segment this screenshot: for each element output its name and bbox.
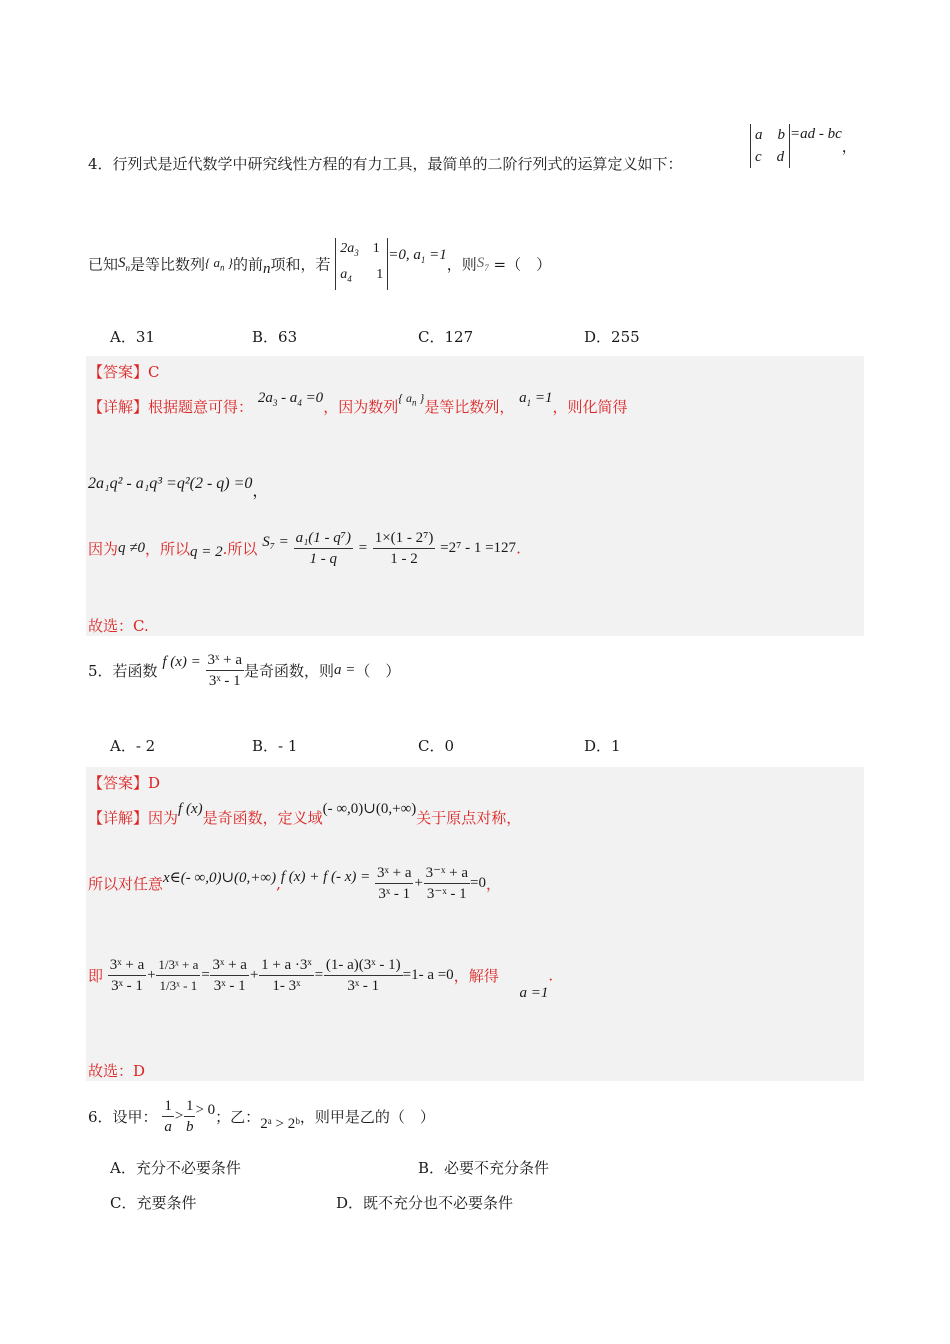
- q5-answer: 【答案】D: [88, 774, 161, 792]
- q4-eq1: $2a_3 - a_4 =0$: [257, 390, 324, 408]
- q5-stem: 5．若函数 f (x) = $\frac{\text{3ˣ + a}}{\text{3ˣ - 1}}$ 是奇函数，则a =（ ）: [88, 652, 401, 689]
- q4-answer: 【答案】C: [88, 363, 160, 381]
- q4-conclusion: 故选：C.: [88, 617, 149, 635]
- q4-text-2c: 的前: [232, 255, 263, 274]
- q6-option-c: C．充要条件: [110, 1194, 197, 1212]
- q4-line1: [88, 153, 683, 174]
- q4-detail-line3: 因为q ≠0，所以q = 2.所以 S₇ = $\frac{\text{a₁(1 - q⁷)}}{1 - q}$ = $\frac{\text{1×(1 - 2⁷)}}{1 - 2}$ =2⁷ - 1 =127.: [88, 530, 521, 567]
- q4-frac1: $\frac{\text{a₁(1 - q⁷)}}{1 - q}$: [295, 530, 351, 567]
- q6-option-d: D．既不充分也不必要条件: [336, 1194, 514, 1212]
- q5-function-frac: $\frac{\text{3ˣ + a}}{\text{3ˣ - 1}}$: [207, 652, 242, 689]
- det-rhs: =ad - bc: [790, 125, 842, 142]
- q4-detail-line1: 【详解】根据题意可得： $2a_3 - a_4 =0$，因为数列$^{\{ a_n \}}$是等比数列， $a_1 =1$，则化简得: [88, 390, 628, 416]
- q5-number: 5．若函数: [88, 662, 158, 680]
- q5-option-b: B．- 1: [252, 737, 298, 755]
- q6-option-b: B．必要不充分条件: [418, 1159, 550, 1177]
- q5-detail-line1: 【详解】因为f (x)是奇函数，定义域(- ∞,0)∪(0,+∞)关于原点对称，: [88, 801, 522, 827]
- q4-text-2d: 项和，若: [270, 255, 331, 274]
- q4-eq2: 2a₁q² - a₁q³ =q²(2 - q) =0，: [88, 475, 269, 500]
- q4-determinant: [750, 124, 790, 168]
- q5-solution-box: [86, 767, 864, 1081]
- q5-option-a: A．- 2: [110, 737, 156, 755]
- det-tail: ，: [841, 139, 857, 156]
- q4-text-2b: 是等比数列: [130, 255, 206, 274]
- q5-conclusion: 故选：D: [88, 1062, 146, 1080]
- q4-Sn: $S_n$: [118, 254, 131, 273]
- det-a: a: [755, 127, 763, 143]
- det-c: c: [755, 149, 762, 165]
- q5-detail-line2: 所以对任意x∈(- ∞,0)∪(0,+∞),f (x) + f (- x) = $\frac{\text{3ˣ + a}}{\text{3ˣ - 1}}$ + $\frac{\text{3⁻ˣ + a}}{\text{3⁻ˣ - 1}}$ =0，: [88, 865, 501, 902]
- q4-number: 4．: [88, 155, 113, 173]
- q6-stem: 6．设甲： $\frac{1}{a}$ > $\frac{1}{b}$ > 0；乙：2ᵃ > 2ᵇ，则甲是乙的（ ）: [88, 1098, 435, 1135]
- q4-line2: [88, 238, 551, 290]
- q4-S7: $S_7$: [476, 254, 489, 273]
- q4-text-1: 行列式是近代数学中研究线性方程的有力工具，最简单的二阶行列式的运算定义如下：: [112, 155, 683, 173]
- q4-solution-box: [86, 356, 864, 636]
- q4-option-c: C．127: [418, 328, 474, 346]
- det-d: d: [776, 149, 785, 165]
- q4-det2: $2a_3$ 1 $a_4$ 1: [335, 238, 388, 290]
- q4-option-b: B．63: [252, 328, 298, 346]
- q4-det2-rhs: =0, $a_1 =1$: [388, 246, 447, 265]
- det-b: b: [777, 127, 785, 143]
- q6-number: 6．设甲：: [88, 1108, 158, 1126]
- q5-detail-line3: 即 $\frac{\text{3ˣ + a}}{\text{3ˣ - 1}}$ + $\frac{\text{1/3ˣ + a}}{\text{1/3ˣ - 1}}$ = $\frac{\text{3ˣ + a}}{\text{3ˣ - 1}}$ + $\frac{\text{1 + a ·3ˣ}}{\text{1- 3ˣ}}$ = $\frac{\text{(1- a)(3ˣ - 1)}}{\text{3ˣ - 1}}$ =1- a =0，解得 a =1.: [88, 957, 554, 1001]
- q5-option-c: C．0: [418, 737, 455, 755]
- q5-option-d: D．1: [584, 737, 621, 755]
- q4-frac2: $\frac{\text{1×(1 - 2⁷)}}{1 - 2}$: [374, 530, 434, 567]
- q6-option-a: A．充分不必要条件: [110, 1159, 241, 1177]
- q4-text-2f: =（ ）: [488, 255, 552, 274]
- q4-n: n: [262, 261, 271, 278]
- q4-an: { $a_n$ }: [205, 255, 233, 273]
- q4-option-a: A．31: [110, 328, 155, 346]
- q4-a1: $a_1 =1$: [519, 390, 553, 408]
- q4-det-definition: [750, 124, 857, 168]
- q4-text-2a: 已知: [88, 255, 119, 274]
- q4-option-d: D．255: [584, 328, 640, 346]
- q4-text-2e: ，则: [446, 255, 477, 274]
